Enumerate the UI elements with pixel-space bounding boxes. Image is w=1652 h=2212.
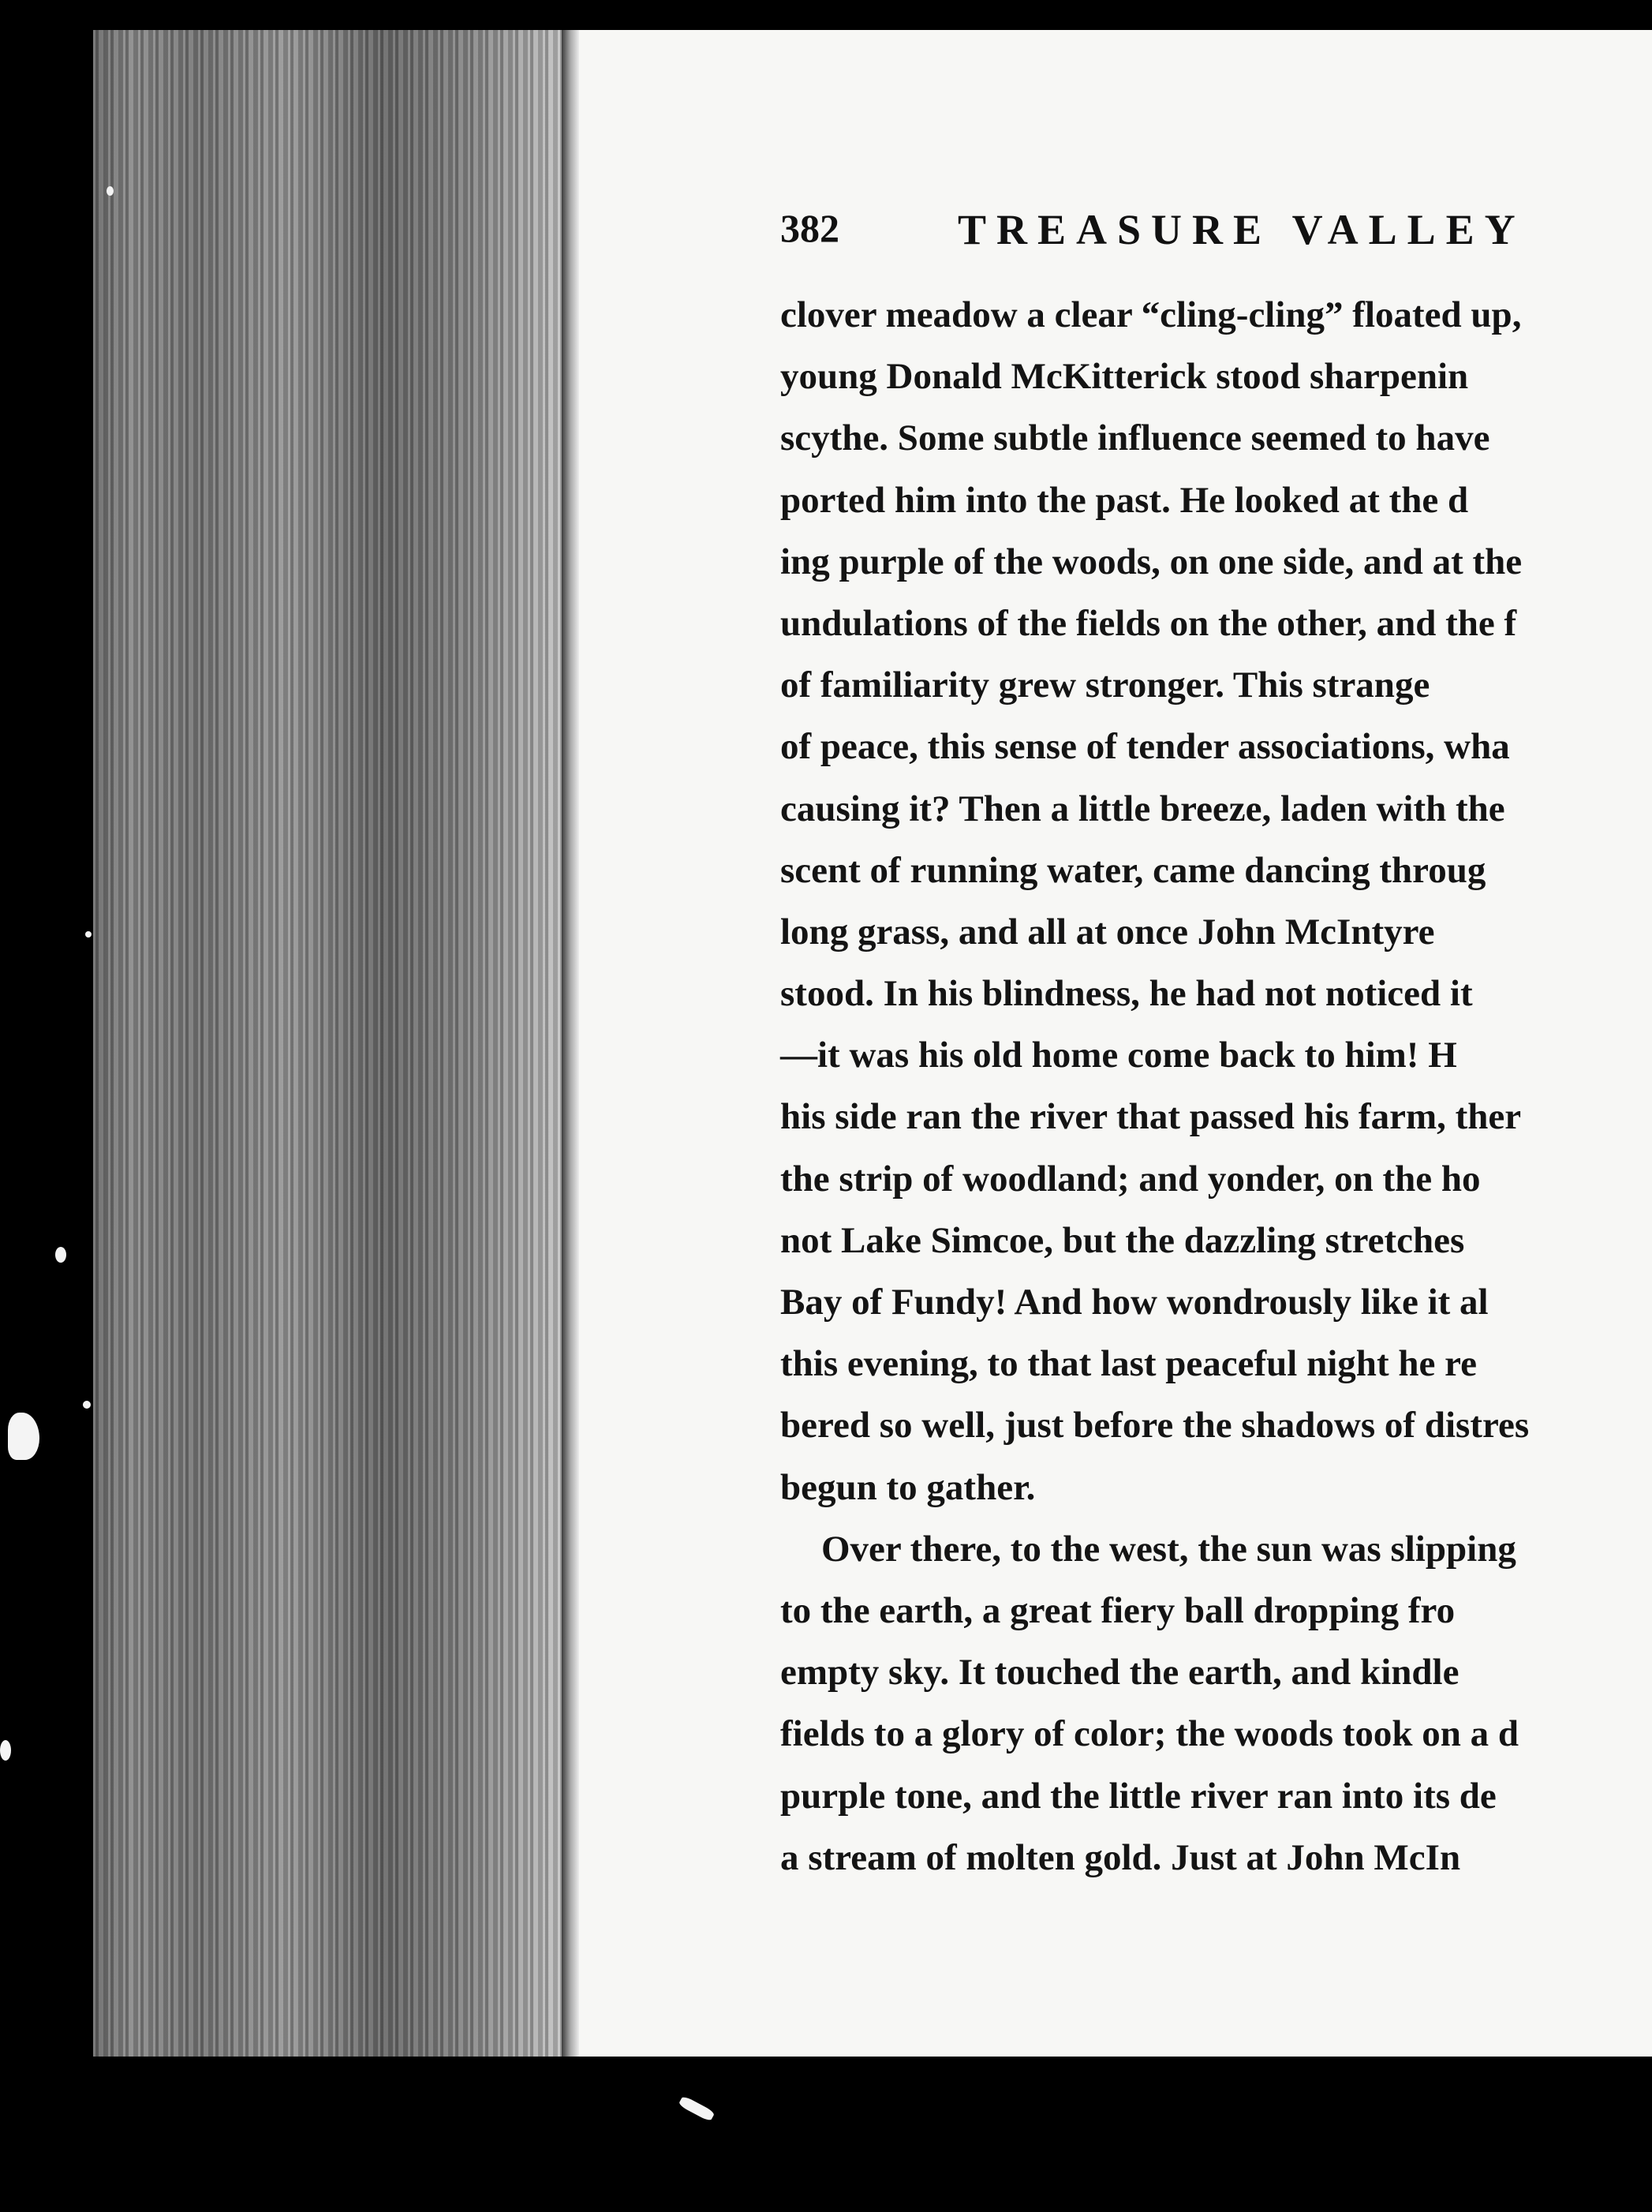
- text-line: not Lake Simcoe, but the dazzling stretches: [780, 1219, 1465, 1261]
- scan-speck: [85, 931, 92, 938]
- text-line: stood. In his blindness, he had not noticed it: [780, 973, 1473, 1015]
- text-line: causing it? Then a little breeze, laden with the: [780, 788, 1505, 829]
- text-line: fields to a glory of color; the woods took on a d: [780, 1713, 1519, 1755]
- scan-speck: [107, 186, 114, 196]
- text-line: to the earth, a great fiery ball dropping fro: [780, 1589, 1456, 1631]
- text-line: bered so well, just before the shadows of distres: [780, 1405, 1530, 1447]
- text-line: begun to gather.: [780, 1466, 1036, 1508]
- book-page: [579, 30, 1652, 2057]
- scan-speck: [0, 1740, 11, 1761]
- text-line: —it was his old home come back to him! H: [780, 1035, 1457, 1076]
- text-line: Bay of Fundy! And how wondrously like it al: [780, 1282, 1489, 1323]
- gutter-shadow: [562, 30, 579, 2057]
- scan-speck: [8, 1413, 39, 1460]
- text-line: of peace, this sense of tender associations, wha: [780, 726, 1510, 768]
- text-line: long grass, and all at once John McIntyre: [780, 911, 1435, 953]
- text-line: undulations of the fields on the other, and the f: [780, 602, 1517, 644]
- book-spine-edge: [93, 30, 576, 2057]
- text-line: purple tone, and the little river ran into its de: [780, 1775, 1497, 1817]
- text-line: scent of running water, came dancing throug: [780, 849, 1486, 891]
- scan-speck: [83, 1401, 91, 1409]
- text-line: empty sky. It touched the earth, and kindle: [780, 1652, 1460, 1694]
- scan-speck: [55, 1247, 66, 1263]
- text-line: the strip of woodland; and yonder, on the ho: [780, 1158, 1481, 1200]
- text-line: of familiarity grew stronger. This strange: [780, 664, 1430, 706]
- paragraph-start-line: Over there, to the west, the sun was slipping: [821, 1528, 1516, 1570]
- text-line: ported him into the past. He looked at the d: [780, 479, 1469, 521]
- book-title: TREASURE VALLEY: [958, 206, 1526, 253]
- body-text: [780, 284, 1652, 1888]
- scan-speck: [678, 2095, 715, 2122]
- running-head: [780, 205, 1652, 268]
- text-line: this evening, to that last peaceful night he re: [780, 1343, 1477, 1385]
- text-line: clover meadow a clear “cling-cling” floated up,: [780, 294, 1522, 335]
- page-number: 382: [780, 206, 839, 250]
- text-line: ing purple of the woods, on one side, and at the: [780, 541, 1523, 582]
- text-line: scythe. Some subtle influence seemed to have: [780, 417, 1490, 459]
- text-line: his side ran the river that passed his farm, ther: [780, 1096, 1522, 1138]
- text-line: young Donald McKitterick stood sharpenin: [780, 356, 1469, 398]
- text-line: a stream of molten gold. Just at John McIn: [780, 1836, 1461, 1878]
